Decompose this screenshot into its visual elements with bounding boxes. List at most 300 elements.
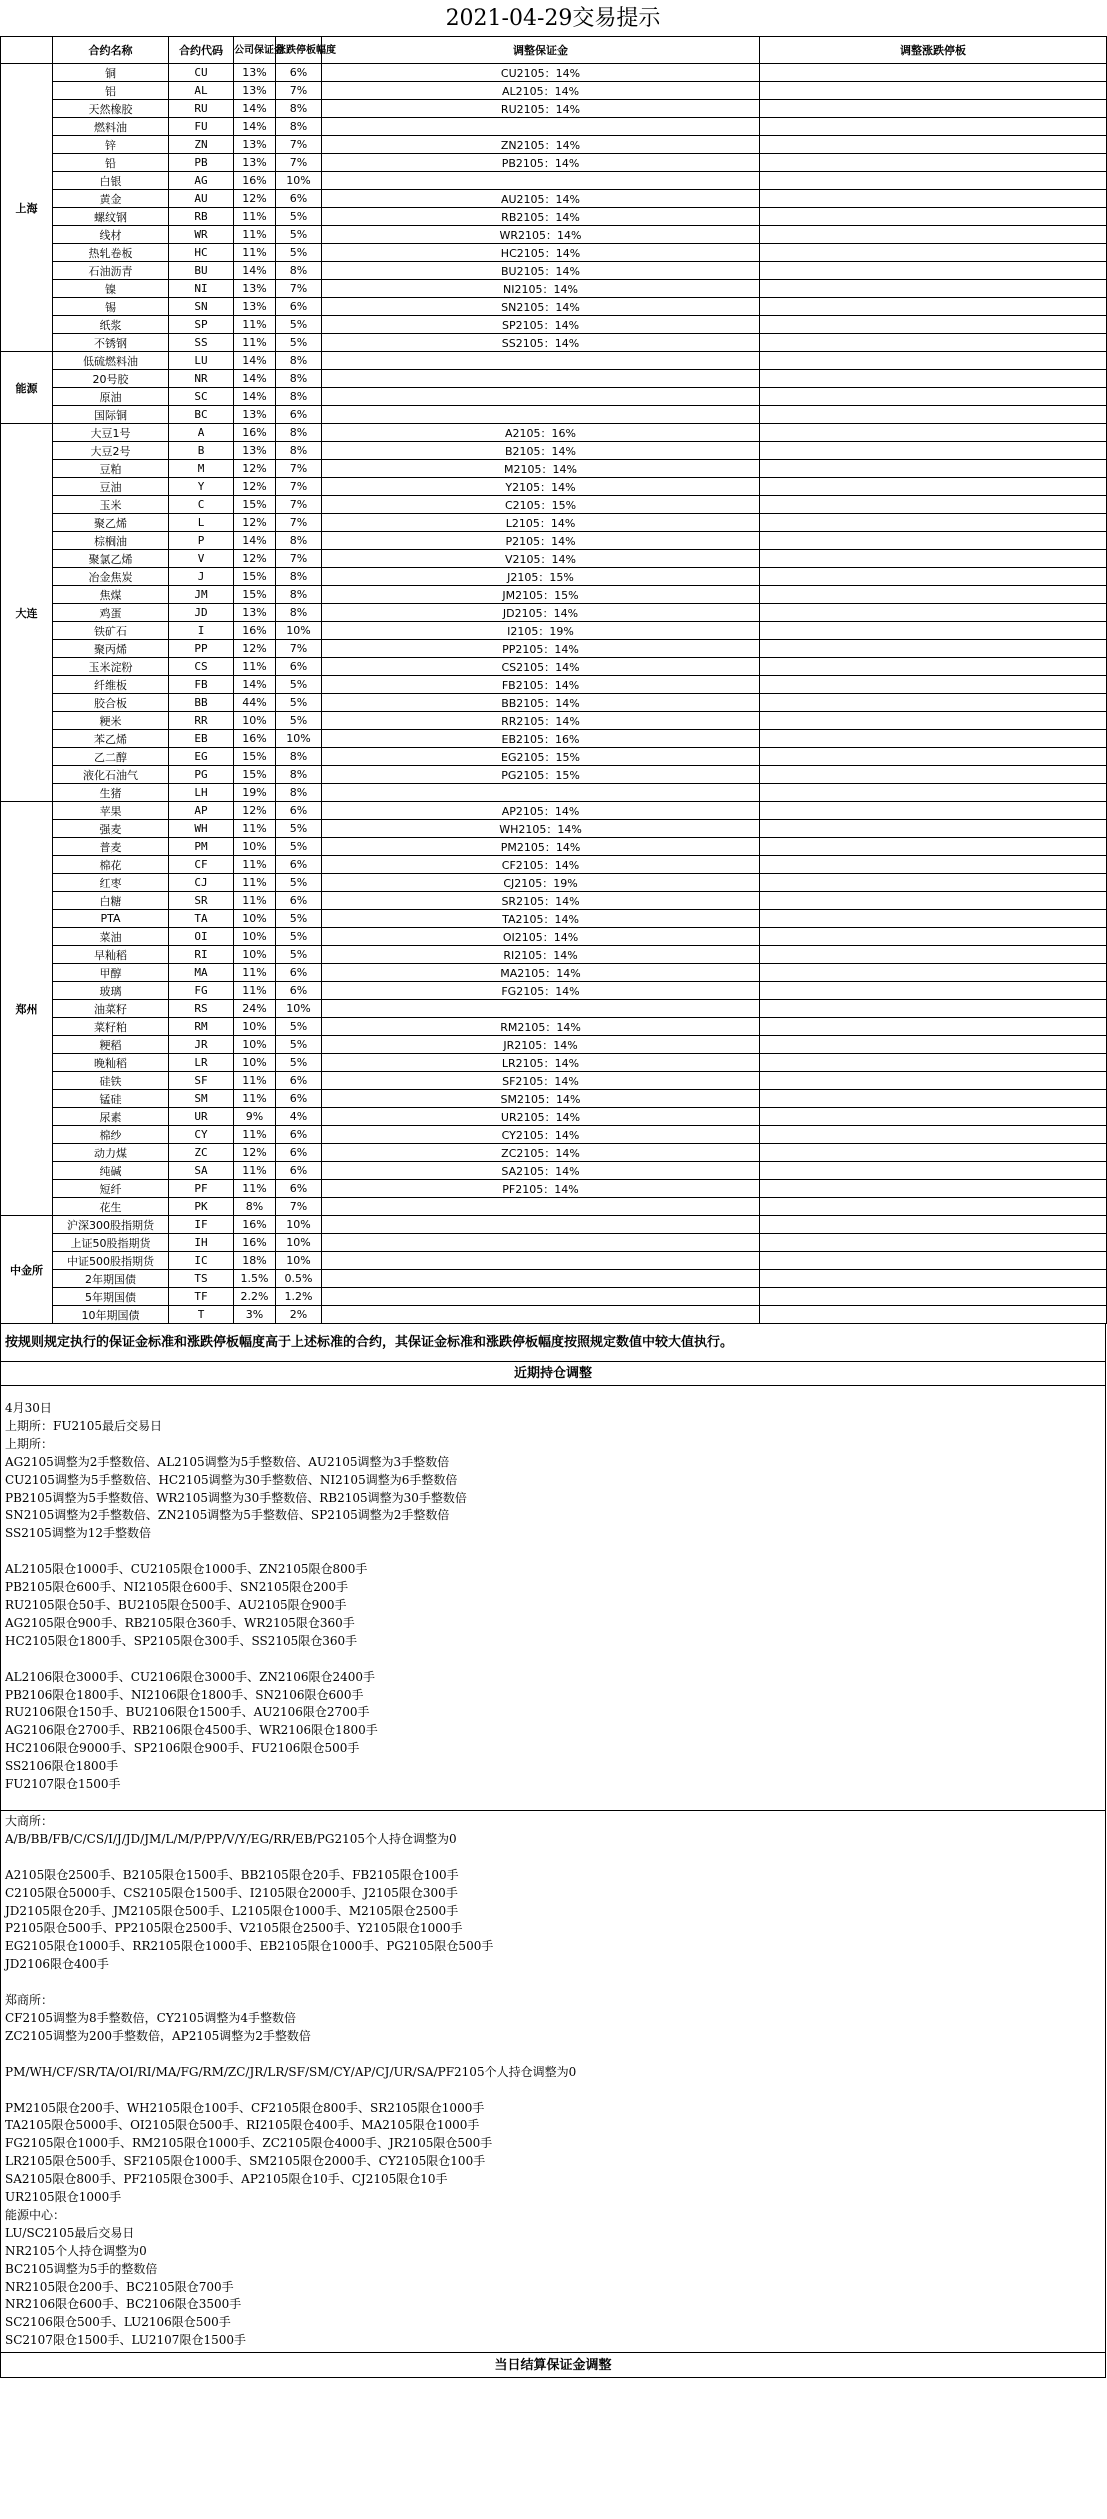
adjusted-limit xyxy=(760,1072,1107,1090)
adjusted-margin: CY2105：14% xyxy=(322,1126,760,1144)
contract-code: JR xyxy=(169,1036,234,1054)
adjusted-margin: CU2105：14% xyxy=(322,64,760,82)
table-row xyxy=(1,712,1107,730)
adjusted-margin: HC2105：14% xyxy=(322,244,760,262)
limit-range: 10% xyxy=(276,1000,322,1018)
contract-code: A xyxy=(169,424,234,442)
contract-code: CU xyxy=(169,64,234,82)
adjusted-limit xyxy=(760,784,1107,802)
adjusted-margin: AL2105：14% xyxy=(322,82,760,100)
contract-name: 棕榈油 xyxy=(53,532,169,550)
contract-code: CF xyxy=(169,856,234,874)
adjusted-margin: B2105：14% xyxy=(322,442,760,460)
contract-name: 锡 xyxy=(53,298,169,316)
limit-range: 6% xyxy=(276,1144,322,1162)
contract-name: 国际铜 xyxy=(53,406,169,424)
limit-range: 8% xyxy=(276,352,322,370)
rule-note: 按规则规定执行的保证金标准和涨跌停板幅度高于上述标准的合约，其保证金标准和涨跌停板幅度按照规定数值中较大值执行。 xyxy=(0,1324,1106,1362)
limit-range: 6% xyxy=(276,658,322,676)
contract-name: 晚籼稻 xyxy=(53,1054,169,1072)
company-margin: 13% xyxy=(234,136,276,154)
limit-range: 7% xyxy=(276,550,322,568)
table-row xyxy=(1,856,1107,874)
contract-name: 大豆1号 xyxy=(53,424,169,442)
company-margin: 11% xyxy=(234,856,276,874)
limit-range: 5% xyxy=(276,208,322,226)
contract-name: 纤维板 xyxy=(53,676,169,694)
adjusted-margin xyxy=(322,1198,760,1216)
adjusted-limit xyxy=(760,910,1107,928)
contract-code: CJ xyxy=(169,874,234,892)
adjusted-margin: SM2105：14% xyxy=(322,1090,760,1108)
table-row xyxy=(1,118,1107,136)
limit-range: 5% xyxy=(276,1054,322,1072)
contract-name: 粳米 xyxy=(53,712,169,730)
table-row xyxy=(1,244,1107,262)
limit-range: 10% xyxy=(276,730,322,748)
table-row xyxy=(1,262,1107,280)
limit-range: 5% xyxy=(276,226,322,244)
table-row xyxy=(1,694,1107,712)
contract-code: Y xyxy=(169,478,234,496)
company-margin: 16% xyxy=(234,730,276,748)
adjusted-margin: PP2105：14% xyxy=(322,640,760,658)
contract-code: IH xyxy=(169,1234,234,1252)
company-margin: 13% xyxy=(234,604,276,622)
table-row xyxy=(1,64,1107,82)
table-row xyxy=(1,640,1107,658)
table-row xyxy=(1,298,1107,316)
adjusted-limit xyxy=(760,982,1107,1000)
contract-name: 纯碱 xyxy=(53,1162,169,1180)
contract-code: TF xyxy=(169,1288,234,1306)
company-margin: 11% xyxy=(234,208,276,226)
contract-code: PF xyxy=(169,1180,234,1198)
contract-name: 20号胶 xyxy=(53,370,169,388)
limit-range: 5% xyxy=(276,928,322,946)
table-row xyxy=(1,406,1107,424)
contract-code: NI xyxy=(169,280,234,298)
company-margin: 13% xyxy=(234,154,276,172)
table-row xyxy=(1,496,1107,514)
limit-range: 7% xyxy=(276,154,322,172)
adjusted-limit xyxy=(760,226,1107,244)
exchange-name: 郑州 xyxy=(1,802,53,1216)
limit-range: 4% xyxy=(276,1108,322,1126)
limit-range: 8% xyxy=(276,370,322,388)
exchange-name: 能源 xyxy=(1,352,53,424)
contract-code: HC xyxy=(169,244,234,262)
table-row xyxy=(1,892,1107,910)
contract-name: 聚丙烯 xyxy=(53,640,169,658)
company-margin: 12% xyxy=(234,550,276,568)
adjusted-limit xyxy=(760,334,1107,352)
adjusted-margin: JM2105：15% xyxy=(322,586,760,604)
contract-code: TA xyxy=(169,910,234,928)
adjusted-limit xyxy=(760,1018,1107,1036)
adjusted-margin xyxy=(322,1234,760,1252)
contract-name: 聚氯乙烯 xyxy=(53,550,169,568)
adjusted-limit xyxy=(760,1108,1107,1126)
contract-name: 乙二醇 xyxy=(53,748,169,766)
adjusted-margin xyxy=(322,172,760,190)
limit-range: 5% xyxy=(276,676,322,694)
company-margin: 2.2% xyxy=(234,1288,276,1306)
exchange-name: 大连 xyxy=(1,424,53,802)
contract-code: FU xyxy=(169,118,234,136)
limit-range: 6% xyxy=(276,298,322,316)
contract-name: 低硫燃料油 xyxy=(53,352,169,370)
contract-code: WR xyxy=(169,226,234,244)
company-margin: 15% xyxy=(234,748,276,766)
company-margin: 10% xyxy=(234,1054,276,1072)
contract-name: 2年期国债 xyxy=(53,1270,169,1288)
limit-range: 2% xyxy=(276,1306,322,1324)
company-margin: 44% xyxy=(234,694,276,712)
contract-name: 早籼稻 xyxy=(53,946,169,964)
table-row xyxy=(1,370,1107,388)
adjusted-limit xyxy=(760,172,1107,190)
adjusted-margin: WR2105：14% xyxy=(322,226,760,244)
table-row xyxy=(1,532,1107,550)
table-row xyxy=(1,658,1107,676)
adjusted-limit xyxy=(760,1090,1107,1108)
adjusted-limit xyxy=(760,964,1107,982)
adjusted-margin xyxy=(322,406,760,424)
table-row xyxy=(1,514,1107,532)
contract-name: 热轧卷板 xyxy=(53,244,169,262)
company-margin: 11% xyxy=(234,892,276,910)
contract-code: I xyxy=(169,622,234,640)
limit-range: 5% xyxy=(276,1018,322,1036)
limit-range: 6% xyxy=(276,64,322,82)
table-row xyxy=(1,946,1107,964)
adjusted-limit xyxy=(760,208,1107,226)
header-contract-name: 合约名称 xyxy=(53,37,169,64)
settlement-margin-title: 当日结算保证金调整 xyxy=(0,2353,1106,2378)
table-row xyxy=(1,838,1107,856)
contract-code: SR xyxy=(169,892,234,910)
limit-range: 6% xyxy=(276,1180,322,1198)
table-row xyxy=(1,550,1107,568)
contract-code: SM xyxy=(169,1090,234,1108)
table-row xyxy=(1,136,1107,154)
contract-name: 不锈钢 xyxy=(53,334,169,352)
limit-range: 5% xyxy=(276,694,322,712)
contract-code: P xyxy=(169,532,234,550)
table-row xyxy=(1,982,1107,1000)
contract-name: 油菜籽 xyxy=(53,1000,169,1018)
company-margin: 11% xyxy=(234,982,276,1000)
adjusted-limit xyxy=(760,1144,1107,1162)
contract-code: AG xyxy=(169,172,234,190)
company-margin: 11% xyxy=(234,1126,276,1144)
table-row xyxy=(1,748,1107,766)
limit-range: 5% xyxy=(276,910,322,928)
table-row xyxy=(1,1072,1107,1090)
adjusted-margin: PM2105：14% xyxy=(322,838,760,856)
contract-name: 天然橡胶 xyxy=(53,100,169,118)
contract-name: 豆油 xyxy=(53,478,169,496)
table-row xyxy=(1,172,1107,190)
contract-name: 锌 xyxy=(53,136,169,154)
limit-range: 6% xyxy=(276,190,322,208)
contract-name: 镍 xyxy=(53,280,169,298)
adjusted-limit xyxy=(760,1054,1107,1072)
limit-range: 7% xyxy=(276,514,322,532)
company-margin: 13% xyxy=(234,82,276,100)
contract-code: SN xyxy=(169,298,234,316)
contract-code: ZN xyxy=(169,136,234,154)
adjusted-limit xyxy=(760,568,1107,586)
contract-code: RB xyxy=(169,208,234,226)
contract-code: PP xyxy=(169,640,234,658)
adjusted-margin xyxy=(322,1306,760,1324)
adjusted-margin: RR2105：14% xyxy=(322,712,760,730)
table-row xyxy=(1,1198,1107,1216)
contract-code: IC xyxy=(169,1252,234,1270)
limit-range: 7% xyxy=(276,478,322,496)
adjusted-margin: JR2105：14% xyxy=(322,1036,760,1054)
contract-name: 石油沥青 xyxy=(53,262,169,280)
contract-code: FG xyxy=(169,982,234,1000)
contract-code: T xyxy=(169,1306,234,1324)
contract-name: PTA xyxy=(53,910,169,928)
contract-code: AP xyxy=(169,802,234,820)
contract-code: SP xyxy=(169,316,234,334)
contract-code: CS xyxy=(169,658,234,676)
header-company-margin: 公司保证金 xyxy=(234,37,276,64)
adjusted-limit xyxy=(760,748,1107,766)
adjusted-limit xyxy=(760,496,1107,514)
adjusted-limit xyxy=(760,1162,1107,1180)
limit-range: 8% xyxy=(276,568,322,586)
adjusted-margin: SR2105：14% xyxy=(322,892,760,910)
company-margin: 11% xyxy=(234,820,276,838)
limit-range: 8% xyxy=(276,532,322,550)
limit-range: 6% xyxy=(276,1090,322,1108)
limit-range: 6% xyxy=(276,1162,322,1180)
contract-code: L xyxy=(169,514,234,532)
exchange-name: 上海 xyxy=(1,64,53,352)
table-row xyxy=(1,1216,1107,1234)
adjusted-limit xyxy=(760,640,1107,658)
company-margin: 10% xyxy=(234,1018,276,1036)
company-margin: 11% xyxy=(234,244,276,262)
adjusted-limit xyxy=(760,280,1107,298)
adjusted-margin: FG2105：14% xyxy=(322,982,760,1000)
table-row xyxy=(1,1018,1107,1036)
limit-range: 8% xyxy=(276,424,322,442)
table-row xyxy=(1,460,1107,478)
limit-range: 8% xyxy=(276,442,322,460)
adjusted-limit xyxy=(760,730,1107,748)
company-margin: 11% xyxy=(234,1180,276,1198)
table-row xyxy=(1,154,1107,172)
adjusted-limit xyxy=(760,244,1107,262)
adjusted-limit xyxy=(760,820,1107,838)
limit-range: 7% xyxy=(276,82,322,100)
company-margin: 11% xyxy=(234,874,276,892)
company-margin: 14% xyxy=(234,370,276,388)
table-row xyxy=(1,334,1107,352)
adjusted-limit xyxy=(760,460,1107,478)
adjusted-margin: BU2105：14% xyxy=(322,262,760,280)
contract-code: BU xyxy=(169,262,234,280)
table-row xyxy=(1,1252,1107,1270)
company-margin: 13% xyxy=(234,442,276,460)
adjusted-margin: RU2105：14% xyxy=(322,100,760,118)
table-row xyxy=(1,316,1107,334)
contract-name: 黄金 xyxy=(53,190,169,208)
contract-code: ZC xyxy=(169,1144,234,1162)
contract-name: 原油 xyxy=(53,388,169,406)
adjusted-margin: C2105：15% xyxy=(322,496,760,514)
adjusted-limit xyxy=(760,316,1107,334)
contract-name: 燃料油 xyxy=(53,118,169,136)
company-margin: 12% xyxy=(234,514,276,532)
adjusted-limit xyxy=(760,622,1107,640)
position-adjust-title: 近期持仓调整 xyxy=(0,1362,1106,1386)
adjusted-margin: PG2105：15% xyxy=(322,766,760,784)
company-margin: 12% xyxy=(234,460,276,478)
contract-name: 生猪 xyxy=(53,784,169,802)
adjusted-limit xyxy=(760,766,1107,784)
adjusted-limit xyxy=(760,856,1107,874)
company-margin: 14% xyxy=(234,262,276,280)
adjusted-margin: CF2105：14% xyxy=(322,856,760,874)
limit-range: 10% xyxy=(276,622,322,640)
contract-code: RI xyxy=(169,946,234,964)
contract-name: 上证50股指期货 xyxy=(53,1234,169,1252)
adjusted-margin: ZC2105：14% xyxy=(322,1144,760,1162)
table-row xyxy=(1,874,1107,892)
contract-code: NR xyxy=(169,370,234,388)
limit-range: 7% xyxy=(276,136,322,154)
adjusted-limit xyxy=(760,82,1107,100)
table-row xyxy=(1,100,1107,118)
limit-range: 5% xyxy=(276,1036,322,1054)
limit-range: 8% xyxy=(276,766,322,784)
adjusted-limit xyxy=(760,1234,1107,1252)
adjusted-limit xyxy=(760,1036,1107,1054)
contract-code: RR xyxy=(169,712,234,730)
adjusted-margin: SA2105：14% xyxy=(322,1162,760,1180)
adjusted-limit xyxy=(760,1216,1107,1234)
limit-range: 10% xyxy=(276,1234,322,1252)
limit-range: 6% xyxy=(276,982,322,1000)
table-row xyxy=(1,388,1107,406)
contract-code: EG xyxy=(169,748,234,766)
adjusted-limit xyxy=(760,1252,1107,1270)
contract-name: 白糖 xyxy=(53,892,169,910)
contract-code: PG xyxy=(169,766,234,784)
contract-code: C xyxy=(169,496,234,514)
limit-range: 8% xyxy=(276,388,322,406)
contract-name: 冶金焦炭 xyxy=(53,568,169,586)
company-margin: 13% xyxy=(234,298,276,316)
company-margin: 18% xyxy=(234,1252,276,1270)
adjusted-limit xyxy=(760,586,1107,604)
adjusted-limit xyxy=(760,802,1107,820)
adjusted-margin xyxy=(322,352,760,370)
company-margin: 11% xyxy=(234,1090,276,1108)
adjusted-margin: FB2105：14% xyxy=(322,676,760,694)
adjusted-margin: RM2105：14% xyxy=(322,1018,760,1036)
adjusted-limit xyxy=(760,1126,1107,1144)
limit-range: 8% xyxy=(276,262,322,280)
limit-range: 7% xyxy=(276,640,322,658)
adjusted-margin xyxy=(322,1216,760,1234)
dce-czce-ine-position-block: 大商所： A/B/BB/FB/C/CS/I/J/JD/JM/L/M/P/PP/V/Y/EG/RR/EB/PG2105个人持仓调整为0 A2105限仓2500手、B2105限仓1500手、BB2105限仓20手、FB2105限仓100手 C2105限仓5000手、CS2105限仓1500手、I2105限仓2000手、J2105限仓300手 JD2105限仓20手、JM2105限仓500手、L2105限仓1000手、M2105限仓2500手 P2105限仓500手、PP2105限仓2500手、V2105限仓2500手、Y2105限仓1000手 EG2105限仓1000手、RR2105限仓1000手、EB2105限仓1000手、PG2105限仓500手 JD2106限仓400手 郑商所： CF2105调整为8手整数倍，CY2105调整为4手整数倍 ZC2105调整为200手整数倍，AP2105调整为2手整数倍 PM/WH/CF/SR/TA/OI/RI/MA/FG/RM/ZC/JR/LR/SF/SM/CY/AP/CJ/UR/SA/PF2105个人持仓调整为0 PM2105限仓200手、WH2105限仓100手、CF2105限仓800手、SR2105限仓1000手 TA2105限仓5000手、OI2105限仓500手、RI2105限仓400手、MA2105限仓1000手 FG2105限仓1000手、RM2105限仓1000手、ZC2105限仓4000手、JR2105限仓500手 LR2105限仓500手、SF2105限仓1000手、SM2105限仓2000手、CY2105限仓100手 SA2105限仓800手、PF2105限仓300手、AP2105限仓10手、CJ2105限仓10手 UR2105限仓1000手 能源中心： LU/SC2105最后交易日 NR2105个人持仓调整为0 BC2105调整为5手的整数倍 NR2105限仓200手、BC2105限仓700手 NR2106限仓600手、BC2106限仓3500手 SC2106限仓500手、LU2106限仓500手 SC2107限仓1500手、LU2107限仓1500手 xyxy=(0,1811,1106,2353)
adjusted-limit xyxy=(760,406,1107,424)
adjusted-margin: SN2105：14% xyxy=(322,298,760,316)
contract-name: 铝 xyxy=(53,82,169,100)
contract-name: 普麦 xyxy=(53,838,169,856)
company-margin: 14% xyxy=(234,532,276,550)
adjusted-limit xyxy=(760,532,1107,550)
contract-name: 豆粕 xyxy=(53,460,169,478)
company-margin: 10% xyxy=(234,928,276,946)
company-margin: 11% xyxy=(234,964,276,982)
table-row xyxy=(1,190,1107,208)
table-row xyxy=(1,442,1107,460)
contract-code: M xyxy=(169,460,234,478)
company-margin: 14% xyxy=(234,676,276,694)
adjusted-margin: AU2105：14% xyxy=(322,190,760,208)
contract-code: SA xyxy=(169,1162,234,1180)
table-row xyxy=(1,1234,1107,1252)
contract-code: PM xyxy=(169,838,234,856)
contract-name: 菜籽粕 xyxy=(53,1018,169,1036)
contract-name: 甲醇 xyxy=(53,964,169,982)
limit-range: 5% xyxy=(276,712,322,730)
table-row xyxy=(1,730,1107,748)
limit-range: 7% xyxy=(276,1198,322,1216)
company-margin: 3% xyxy=(234,1306,276,1324)
adjusted-margin: EG2105：15% xyxy=(322,748,760,766)
table-row xyxy=(1,802,1107,820)
adjusted-margin: EB2105：16% xyxy=(322,730,760,748)
table-row xyxy=(1,568,1107,586)
adjusted-limit xyxy=(760,136,1107,154)
contract-name: 胶合板 xyxy=(53,694,169,712)
adjusted-margin xyxy=(322,1000,760,1018)
table-row xyxy=(1,820,1107,838)
contract-name: 5年期国债 xyxy=(53,1288,169,1306)
contract-name: 棉花 xyxy=(53,856,169,874)
adjusted-margin: SF2105：14% xyxy=(322,1072,760,1090)
shfe-position-block: 4月30日 上期所：FU2105最后交易日 上期所： AG2105调整为2手整数倍、AL2105调整为5手整数倍、AU2105调整为3手整数倍 CU2105调整为5手整数倍、HC2105调整为30手整数倍、NI2105调整为6手整数倍 PB2105调整为5手整数倍、WR2105调整为30手整数倍、RB2105调整为30手整数倍 SN2105调整为2手整数倍、ZN2105调整为5手整数倍、SP2105调整为2手整数倍 SS2105调整为12手整数倍 AL2105限仓1000手、CU2105限仓1000手、ZN2105限仓800手 PB2105限仓600手、NI2105限仓600手、SN2105限仓200手 RU2105限仓50手、BU2105限仓500手、AU2105限仓900手 AG2105限仓900手、RB2105限仓360手、WR2105限仓360手 HC2105限仓1800手、SP2105限仓300手、SS2105限仓360手 AL2106限仓3000手、CU2106限仓3000手、ZN2106限仓2400手 PB2106限仓1800手、NI2106限仓1800手、SN2106限仓600手 RU2106限仓150手、BU2106限仓1500手、AU2106限仓2700手 AG2106限仓2700手、RB2106限仓4500手、WR2106限仓1800手 HC2106限仓9000手、SP2106限仓900手、FU2106限仓500手 SS2106限仓1800手 FU2107限仓1500手 xyxy=(0,1386,1106,1811)
adjusted-margin: P2105：14% xyxy=(322,532,760,550)
table-row xyxy=(1,478,1107,496)
adjusted-margin: UR2105：14% xyxy=(322,1108,760,1126)
adjusted-margin: MA2105：14% xyxy=(322,964,760,982)
contract-name: 苯乙烯 xyxy=(53,730,169,748)
contract-code: SF xyxy=(169,1072,234,1090)
limit-range: 7% xyxy=(276,460,322,478)
adjusted-margin: NI2105：14% xyxy=(322,280,760,298)
limit-range: 5% xyxy=(276,946,322,964)
company-margin: 10% xyxy=(234,1036,276,1054)
table-row xyxy=(1,1144,1107,1162)
company-margin: 15% xyxy=(234,766,276,784)
adjusted-margin: JD2105：14% xyxy=(322,604,760,622)
company-margin: 15% xyxy=(234,586,276,604)
table-row xyxy=(1,964,1107,982)
company-margin: 10% xyxy=(234,838,276,856)
contract-name: 10年期国债 xyxy=(53,1306,169,1324)
